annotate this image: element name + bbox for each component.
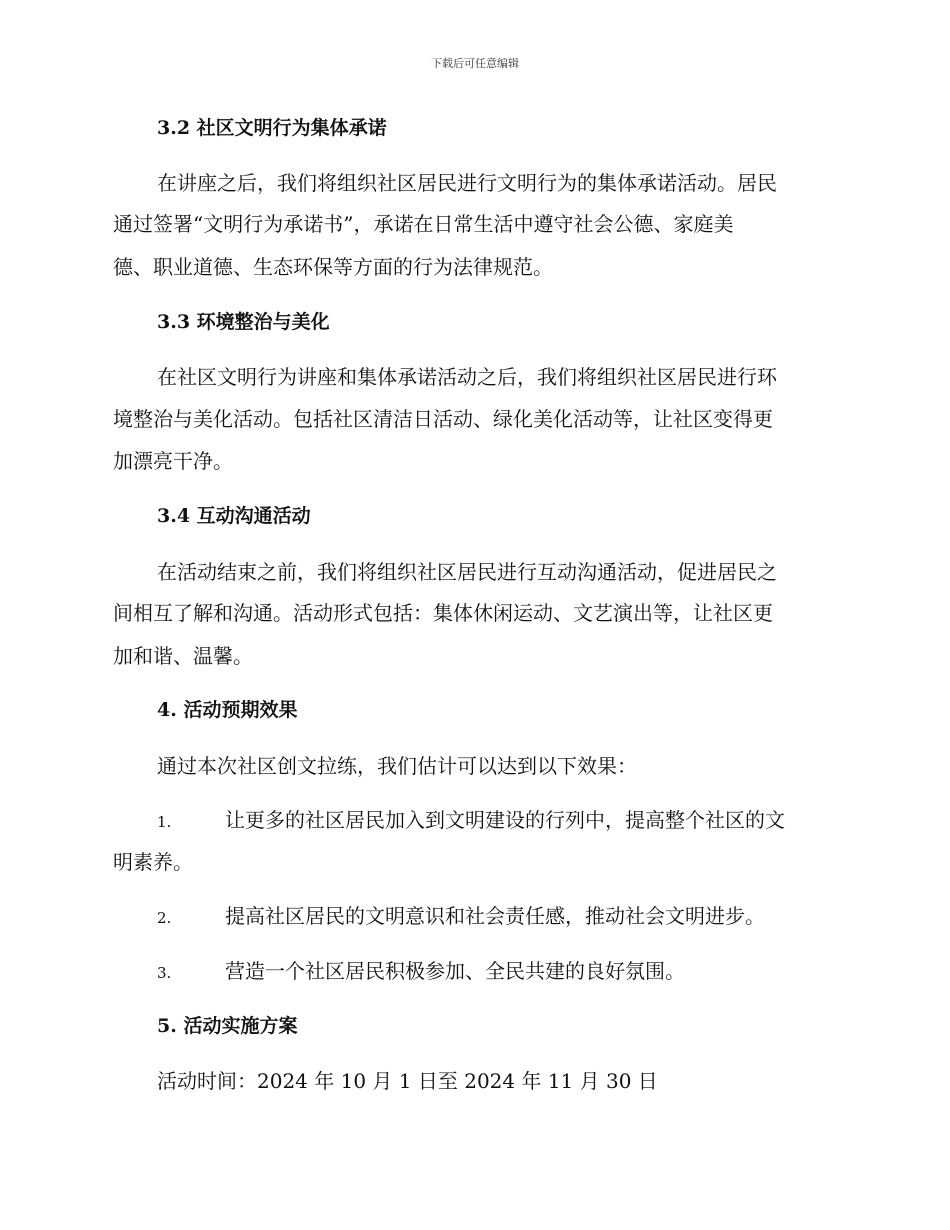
list-item: 让更多的社区居民加入到文明建设的行列中，提高整个社区的文 <box>225 808 785 832</box>
list-item: 营造一个社区居民积极参加、全民共建的良好氛围。 <box>225 959 685 983</box>
paragraph-line: 加和谐、温馨。 <box>113 644 253 668</box>
paragraph-line: 加漂亮干净。 <box>113 449 233 473</box>
section-heading-5: 5. 活动实施方案 <box>157 1015 298 1037</box>
paragraph-line: 境整治与美化活动。包括社区清洁日活动、绿化美化活动等，让社区变得更 <box>113 407 773 431</box>
list-number: 2. <box>157 909 172 927</box>
activity-time: 活动时间：2024 年 10 月 1 日至 2024 年 11 月 30 日 <box>157 1069 658 1093</box>
paragraph-line: 间相互了解和沟通。活动形式包括：集体休闲运动、文艺演出等，让社区更 <box>113 601 773 625</box>
page-header: 下载后可任意编辑 <box>431 57 519 70</box>
paragraph-line: 通过本次社区创文拉练，我们估计可以达到以下效果： <box>157 754 637 778</box>
paragraph-line: 在社区文明行为讲座和集体承诺活动之后，我们将组织社区居民进行环 <box>157 365 777 389</box>
section-heading-4: 4. 活动预期效果 <box>157 699 298 721</box>
list-item-continuation: 明素养。 <box>113 850 193 874</box>
paragraph-line: 在讲座之后，我们将组织社区居民进行文明行为的集体承诺活动。居民 <box>157 171 777 195</box>
list-number: 1. <box>157 813 172 831</box>
paragraph-line: 德、职业道德、生态环保等方面的行为法律规范。 <box>113 255 553 279</box>
section-heading-3-4: 3.4 互动沟通活动 <box>157 505 311 527</box>
list-item: 提高社区居民的文明意识和社会责任感，推动社会文明进步。 <box>225 904 765 928</box>
section-heading-3-3: 3.3 环境整治与美化 <box>157 311 330 333</box>
section-heading-3-2: 3.2 社区文明行为集体承诺 <box>157 117 387 139</box>
paragraph-line: 在活动结束之前，我们将组织社区居民进行互动沟通活动，促进居民之 <box>157 560 777 584</box>
paragraph-line: 通过签署“文明行为承诺书”，承诺在日常生活中遵守社会公德、家庭美 <box>113 212 734 236</box>
list-number: 3. <box>157 964 172 982</box>
